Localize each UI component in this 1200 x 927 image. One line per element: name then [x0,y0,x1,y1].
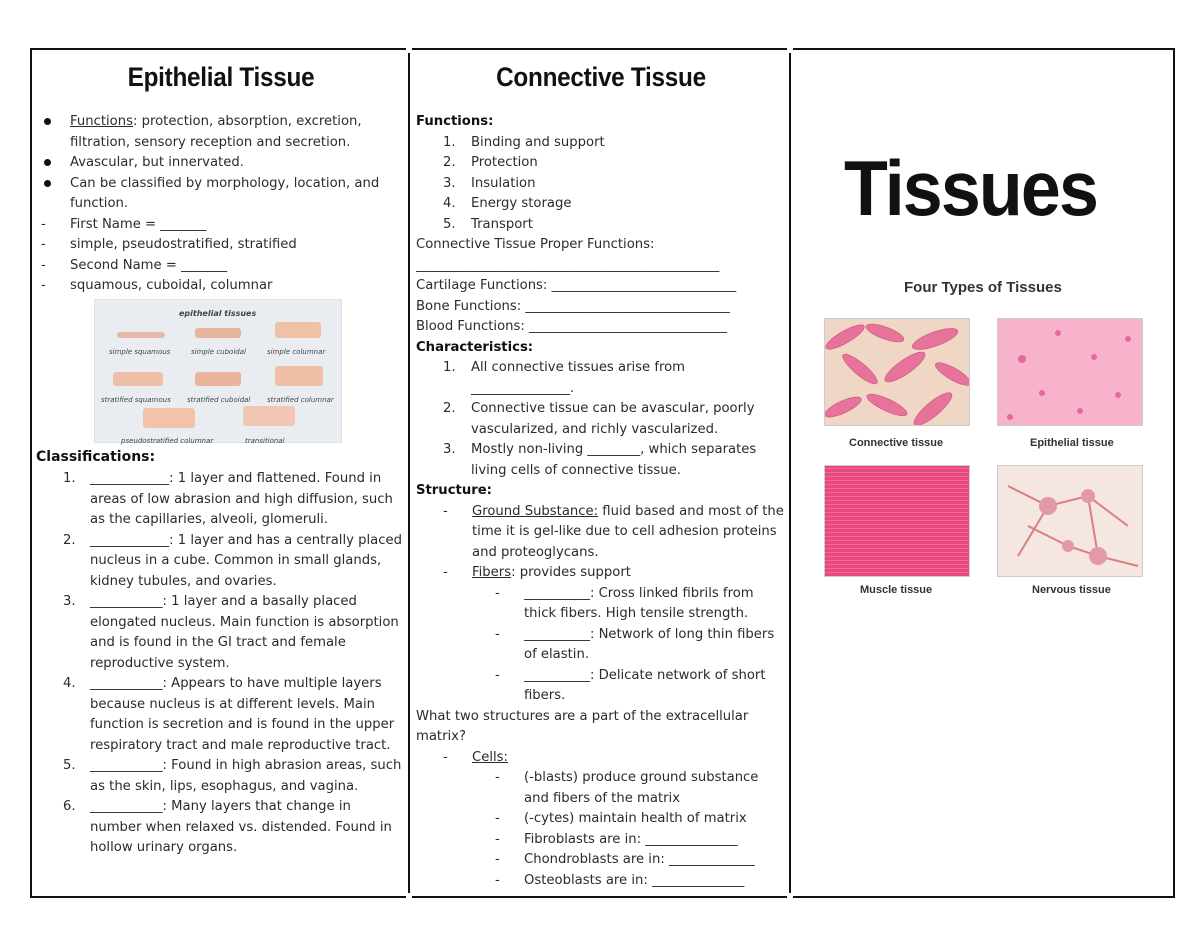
panel-divider-2 [789,48,791,898]
epithelial-bullets [36,112,406,297]
muscle-tissue-caption: Muscle tissue [860,584,933,596]
list-item: - squamous, cuboidal, columnar [36,276,406,297]
list-item: 2. ____________: 1 layer and has a centrally placed nucleus in a cube. Common in small glands, kidney tubules, and ovaries. [63,532,402,589]
list-item: - Fibers: provides support - __________: Cross linked fibrils from thick fibers. High tensile strength. - __________: Network of long thin fibers of elastin. - __________: Delicate network of short fibers. [438,563,786,707]
list-item: - Osteoblasts are in: ______________ [490,871,786,892]
cells-list [416,748,786,892]
proper-functions-blank: ______________________________________________ [416,257,720,273]
functions-list [416,133,786,236]
list-item: - __________: Delicate network of short fibers. [490,666,786,707]
characteristics-heading: Characteristics: [416,339,534,355]
bone-functions: Bone Functions: _______________________________ [416,298,730,314]
connective-panel [416,50,786,891]
connective-tissue-caption: Connective tissue [849,437,944,449]
functions-heading: Functions: [416,114,494,129]
classifications-heading: Classifications: [36,448,156,465]
list-item: 1. ____________: 1 layer and flattened. Found in areas of low abrasion and high diffusion, such as the capillaries, alveoli, glomeruli. [63,471,393,527]
list-item: - Chondroblasts are in: _____________ [490,850,786,871]
list-item: Functions: protection, absorption, excretion, filtration, sensory reception and secretion. [36,112,406,153]
list-item: - Fibroblasts are in: ______________ [490,830,786,851]
list-item: 5. ___________: Found in high abrasion areas, such as the skin, lips, esophagus, and vagina. [63,758,402,794]
list-item: - simple, pseudostratified, stratified [36,235,406,256]
connective-tissue-image [824,318,970,426]
list-item: 3. ___________: 1 layer and a basally placed elongated nucleus. Main function is absorption and is found in the GI tract and female reproductive system. [63,594,399,671]
list-item: 3. Insulation [443,175,536,191]
muscle-tissue-image [824,465,970,577]
list-item: 1. Binding and support [443,134,605,150]
cover-panel [794,50,1174,890]
list-item: - Second Name = _______ [36,256,406,277]
nervous-tissue-caption: Nervous tissue [1032,584,1111,596]
list-item: 6. ___________: Many layers that change in number when relaxed vs. distended. Found in hollow urinary organs. [63,799,392,855]
list-item: 4. Energy storage [443,196,572,211]
list-item: Can be classified by morphology, location, and function. - First Name = _______ - simple, pseudostratified, stratified - Second Name = _______ - squamous, cuboidal, columnar [36,174,406,297]
structure-list [416,502,786,707]
cover-subtitle: Four Types of Tissues [904,279,1062,296]
connective-title: Connective Tissue [496,62,706,92]
list-item: - First Name = _______ [36,215,406,236]
epithelial-panel [36,50,406,859]
list-item: - Ground Substance: fluid based and most of the time it is gel-like due to cell adhesion proteins and proteoglycans. [438,502,786,564]
list-item: - (-cytes) maintain health of matrix [490,809,786,830]
cartilage-functions: Cartilage Functions: ____________________________ [416,278,737,293]
nervous-tissue-illustration [998,466,1143,577]
connective-tissue-illustration [825,319,970,426]
list-item: 4. ___________: Appears to have multiple layers because nucleus is at different levels. Main function is secretion and is found in the upper respiratory tract and male reproductive tract. [63,676,395,753]
characteristics-list [416,358,786,481]
structure-heading: Structure: [416,483,492,498]
list-item: - (-blasts) produce ground substance and fibers of the matrix [490,768,786,809]
epithelial-types-image: epithelial tissues simple squamous simple cuboidal simple columnar stratified squamous stratified cuboidal stratified columnar pseudostratified columnar transitional [94,299,342,443]
proper-functions-label: Connective Tissue Proper Functions: [416,237,655,252]
panel-divider-1 [408,48,410,898]
list-item: Avascular, but innervated. [36,153,406,174]
blood-functions: Blood Functions: ______________________________ [416,319,727,334]
epithelial-tissue-illustration [998,319,1143,426]
epithelial-tissue-image [997,318,1143,426]
list-item: - Cells: - (-blasts) produce ground substance and fibers of the matrix - (-cytes) maintain health of matrix - Fibroblasts are in: ______________ - Chondroblasts are in: _____________ - Osteoblasts are in: ______________ [438,748,786,892]
list-item: 1. All connective tissues arise from _______________. [443,360,686,396]
list-item: - __________: Network of long thin fibers of elastin. [490,625,786,666]
list-item: 3. Mostly non-living ________, which separates living cells of connective tissue. [443,442,757,478]
epithelial-tissue-caption: Epithelial tissue [1030,437,1114,449]
list-item: 2. Protection [443,155,538,170]
nervous-tissue-image [997,465,1143,577]
list-item: - __________: Cross linked fibrils from thick fibers. High tensile strength. [490,584,786,625]
epithelial-title: Epithelial Tissue [127,62,315,92]
list-item: 2. Connective tissue can be avascular, poorly vascularized, and richly vascularized. [443,401,755,437]
matrix-question: What two structures are a part of the extracellular matrix? [416,708,749,744]
classifications-list [36,469,406,859]
cover-title: Tissues [844,144,1098,232]
list-item: 5. Transport [443,216,533,232]
